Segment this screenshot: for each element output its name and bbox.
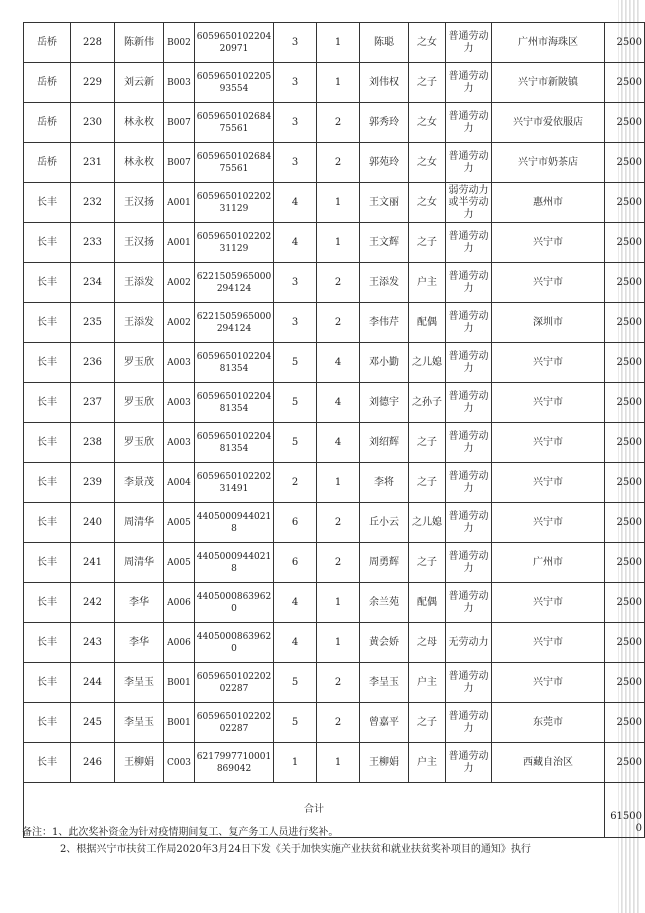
work-place-cell: 兴宁市 — [492, 263, 605, 303]
table-row — [24, 663, 645, 703]
householder-cell: 王汉扬 — [115, 183, 164, 223]
work-place-cell: 兴宁市爱依服店 — [492, 103, 605, 143]
householder-cell: 李呈玉 — [115, 703, 164, 743]
code-cell: A003 — [164, 383, 195, 423]
relation-cell: 之子 — [409, 543, 446, 583]
labor-type-cell: 普通劳动力 — [446, 263, 492, 303]
town-cell: 长丰 — [24, 503, 71, 543]
worker-count-cell: 4 — [317, 343, 360, 383]
member-cell: 余兰苑 — [360, 583, 409, 623]
householder-cell: 李华 — [115, 623, 164, 663]
labor-type-cell: 普通劳动力 — [446, 663, 492, 703]
work-place-cell: 兴宁市 — [492, 663, 605, 703]
account-cell: 605965010220481354 — [195, 343, 274, 383]
householder-cell: 林永枚 — [115, 143, 164, 183]
number-cell: 237 — [71, 383, 115, 423]
householder-cell: 王柳娟 — [115, 743, 164, 783]
town-cell: 长丰 — [24, 383, 71, 423]
amount-cell: 2500 — [605, 63, 645, 103]
family-size-cell: 5 — [274, 383, 317, 423]
labor-type-cell: 普通劳动力 — [446, 383, 492, 423]
labor-type-cell: 普通劳动力 — [446, 703, 492, 743]
account-cell: 605965010220593554 — [195, 63, 274, 103]
worker-count-cell: 1 — [317, 23, 360, 63]
table-row — [24, 103, 645, 143]
member-cell: 王文丽 — [360, 183, 409, 223]
account-cell: 6217997710001869042 — [195, 743, 274, 783]
relation-cell: 户主 — [409, 263, 446, 303]
number-cell: 242 — [71, 583, 115, 623]
town-cell: 长丰 — [24, 623, 71, 663]
number-cell: 246 — [71, 743, 115, 783]
family-size-cell: 4 — [274, 623, 317, 663]
relation-cell: 配偶 — [409, 303, 446, 343]
account-cell: 44050009440218 — [195, 503, 274, 543]
member-cell: 陈聪 — [360, 23, 409, 63]
number-cell: 241 — [71, 543, 115, 583]
account-cell: 605965010220231491 — [195, 463, 274, 503]
table-row — [24, 23, 645, 63]
member-cell: 李伟芹 — [360, 303, 409, 343]
work-place-cell: 深圳市 — [492, 303, 605, 343]
account-cell: 605965010220202287 — [195, 663, 274, 703]
householder-cell: 李华 — [115, 583, 164, 623]
town-cell: 长丰 — [24, 463, 71, 503]
code-cell: A004 — [164, 463, 195, 503]
worker-count-cell: 2 — [317, 263, 360, 303]
family-size-cell: 5 — [274, 703, 317, 743]
relation-cell: 之子 — [409, 63, 446, 103]
town-cell: 岳桥 — [24, 23, 71, 63]
account-cell: 44050009440218 — [195, 543, 274, 583]
member-cell: 王柳娟 — [360, 743, 409, 783]
amount-cell: 2500 — [605, 383, 645, 423]
account-cell: 605965010220231129 — [195, 223, 274, 263]
labor-type-cell: 无劳动力 — [446, 623, 492, 663]
relation-cell: 户主 — [409, 663, 446, 703]
table-row — [24, 583, 645, 623]
table-row — [24, 703, 645, 743]
amount-cell: 2500 — [605, 143, 645, 183]
account-cell: 605965010220202287 — [195, 703, 274, 743]
amount-cell: 2500 — [605, 183, 645, 223]
amount-cell: 2500 — [605, 663, 645, 703]
town-cell: 岳桥 — [24, 103, 71, 143]
householder-cell: 刘云新 — [115, 63, 164, 103]
family-size-cell: 5 — [274, 423, 317, 463]
family-size-cell: 4 — [274, 583, 317, 623]
note-line-1: 备注：1、此次奖补资金为针对疫情期间复工、复产务工人员进行奖补。 — [22, 827, 339, 838]
code-cell: A001 — [164, 223, 195, 263]
member-cell: 郭苑玲 — [360, 143, 409, 183]
account-cell: 605965010220481354 — [195, 383, 274, 423]
account-cell: 605965010220231129 — [195, 183, 274, 223]
member-cell: 周勇辉 — [360, 543, 409, 583]
account-cell: 605965010220420971 — [195, 23, 274, 63]
work-place-cell: 西藏自治区 — [492, 743, 605, 783]
member-cell: 刘德宇 — [360, 383, 409, 423]
member-cell: 曾嘉平 — [360, 703, 409, 743]
work-place-cell: 东莞市 — [492, 703, 605, 743]
relation-cell: 之女 — [409, 143, 446, 183]
note-line-2: 2、根据兴宁市扶贫工作局2020年3月24日下发《关于加快实施产业扶贫和就业扶贫奖补项目的通知》执行 — [60, 844, 531, 855]
labor-type-cell: 普通劳动力 — [446, 23, 492, 63]
amount-cell: 2500 — [605, 463, 645, 503]
table-row — [24, 383, 645, 423]
member-cell: 郭秀玲 — [360, 103, 409, 143]
town-cell: 长丰 — [24, 663, 71, 703]
amount-cell: 2500 — [605, 623, 645, 663]
town-cell: 长丰 — [24, 583, 71, 623]
number-cell: 236 — [71, 343, 115, 383]
worker-count-cell: 1 — [317, 743, 360, 783]
work-place-cell: 兴宁市 — [492, 463, 605, 503]
relation-cell: 之子 — [409, 703, 446, 743]
table-row — [24, 343, 645, 383]
householder-cell: 陈新伟 — [115, 23, 164, 63]
work-place-cell: 兴宁市 — [492, 623, 605, 663]
family-size-cell: 3 — [274, 63, 317, 103]
work-place-cell: 兴宁市 — [492, 383, 605, 423]
town-cell: 岳桥 — [24, 63, 71, 103]
work-place-cell: 广州市 — [492, 543, 605, 583]
table-row — [24, 143, 645, 183]
relation-cell: 之孙子 — [409, 383, 446, 423]
labor-type-cell: 普通劳动力 — [446, 223, 492, 263]
family-size-cell: 1 — [274, 743, 317, 783]
work-place-cell: 兴宁市 — [492, 343, 605, 383]
work-place-cell: 广州市海珠区 — [492, 23, 605, 63]
code-cell: B007 — [164, 103, 195, 143]
labor-type-cell: 普通劳动力 — [446, 503, 492, 543]
work-place-cell: 兴宁市新陂镇 — [492, 63, 605, 103]
relation-cell: 之女 — [409, 103, 446, 143]
table-row — [24, 263, 645, 303]
number-cell: 244 — [71, 663, 115, 703]
amount-cell: 2500 — [605, 423, 645, 463]
labor-type-cell: 普通劳动力 — [446, 543, 492, 583]
number-cell: 245 — [71, 703, 115, 743]
householder-cell: 王添发 — [115, 263, 164, 303]
family-size-cell: 3 — [274, 263, 317, 303]
code-cell: B001 — [164, 663, 195, 703]
number-cell: 233 — [71, 223, 115, 263]
member-cell: 丘小云 — [360, 503, 409, 543]
amount-cell: 2500 — [605, 223, 645, 263]
work-place-cell: 兴宁市奶茶店 — [492, 143, 605, 183]
table-row — [24, 303, 645, 343]
town-cell: 长丰 — [24, 703, 71, 743]
worker-count-cell: 1 — [317, 623, 360, 663]
member-cell: 刘伟权 — [360, 63, 409, 103]
householder-cell: 罗玉欣 — [115, 383, 164, 423]
town-cell: 长丰 — [24, 263, 71, 303]
table-row — [24, 543, 645, 583]
code-cell: A005 — [164, 543, 195, 583]
code-cell: A001 — [164, 183, 195, 223]
worker-count-cell: 1 — [317, 583, 360, 623]
amount-cell: 2500 — [605, 583, 645, 623]
work-place-cell: 兴宁市 — [492, 583, 605, 623]
table-row — [24, 743, 645, 783]
amount-cell: 2500 — [605, 263, 645, 303]
amount-cell: 2500 — [605, 343, 645, 383]
amount-cell: 2500 — [605, 103, 645, 143]
number-cell: 230 — [71, 103, 115, 143]
table-row — [24, 63, 645, 103]
worker-count-cell: 2 — [317, 503, 360, 543]
amount-cell: 2500 — [605, 703, 645, 743]
labor-type-cell: 普通劳动力 — [446, 143, 492, 183]
account-cell: 6221505965000294124 — [195, 303, 274, 343]
subsidy-table — [23, 22, 645, 838]
relation-cell: 之母 — [409, 623, 446, 663]
number-cell: 234 — [71, 263, 115, 303]
account-cell: 605965010220481354 — [195, 423, 274, 463]
labor-type-cell: 普通劳动力 — [446, 303, 492, 343]
number-cell: 240 — [71, 503, 115, 543]
member-cell: 李将 — [360, 463, 409, 503]
number-cell: 228 — [71, 23, 115, 63]
labor-type-cell: 普通劳动力 — [446, 463, 492, 503]
worker-count-cell: 2 — [317, 103, 360, 143]
labor-type-cell: 弱劳动力或半劳动力 — [446, 183, 492, 223]
family-size-cell: 4 — [274, 223, 317, 263]
relation-cell: 之子 — [409, 223, 446, 263]
code-cell: A006 — [164, 623, 195, 663]
table-row — [24, 423, 645, 463]
town-cell: 长丰 — [24, 423, 71, 463]
worker-count-cell: 2 — [317, 143, 360, 183]
number-cell: 239 — [71, 463, 115, 503]
householder-cell: 周清华 — [115, 503, 164, 543]
labor-type-cell: 普通劳动力 — [446, 423, 492, 463]
labor-type-cell: 普通劳动力 — [446, 103, 492, 143]
family-size-cell: 3 — [274, 303, 317, 343]
member-cell: 王添发 — [360, 263, 409, 303]
family-size-cell: 2 — [274, 463, 317, 503]
worker-count-cell: 1 — [317, 223, 360, 263]
worker-count-cell: 1 — [317, 463, 360, 503]
amount-cell: 2500 — [605, 303, 645, 343]
code-cell: A006 — [164, 583, 195, 623]
table-row — [24, 503, 645, 543]
account-cell: 605965010268475561 — [195, 103, 274, 143]
householder-cell: 李景茂 — [115, 463, 164, 503]
householder-cell: 王添发 — [115, 303, 164, 343]
town-cell: 长丰 — [24, 343, 71, 383]
relation-cell: 之儿媳 — [409, 343, 446, 383]
code-cell: B007 — [164, 143, 195, 183]
town-cell: 岳桥 — [24, 143, 71, 183]
number-cell: 243 — [71, 623, 115, 663]
amount-cell: 2500 — [605, 503, 645, 543]
work-place-cell: 惠州市 — [492, 183, 605, 223]
family-size-cell: 5 — [274, 663, 317, 703]
number-cell: 238 — [71, 423, 115, 463]
relation-cell: 之子 — [409, 423, 446, 463]
town-cell: 长丰 — [24, 183, 71, 223]
relation-cell: 之女 — [409, 183, 446, 223]
worker-count-cell: 2 — [317, 663, 360, 703]
account-cell: 44050008639620 — [195, 623, 274, 663]
householder-cell: 罗玉欣 — [115, 343, 164, 383]
relation-cell: 之儿媳 — [409, 503, 446, 543]
code-cell: C003 — [164, 743, 195, 783]
number-cell: 235 — [71, 303, 115, 343]
family-size-cell: 4 — [274, 183, 317, 223]
table-row — [24, 623, 645, 663]
code-cell: B002 — [164, 23, 195, 63]
number-cell: 229 — [71, 63, 115, 103]
householder-cell: 李呈玉 — [115, 663, 164, 703]
family-size-cell: 3 — [274, 23, 317, 63]
town-cell: 长丰 — [24, 543, 71, 583]
code-cell: B001 — [164, 703, 195, 743]
member-cell: 王文辉 — [360, 223, 409, 263]
table-row — [24, 463, 645, 503]
amount-cell: 2500 — [605, 23, 645, 63]
family-size-cell: 3 — [274, 143, 317, 183]
worker-count-cell: 2 — [317, 303, 360, 343]
householder-cell: 罗玉欣 — [115, 423, 164, 463]
relation-cell: 户主 — [409, 743, 446, 783]
member-cell: 邓小勤 — [360, 343, 409, 383]
family-size-cell: 6 — [274, 503, 317, 543]
amount-cell: 2500 — [605, 543, 645, 583]
worker-count-cell: 1 — [317, 63, 360, 103]
work-place-cell: 兴宁市 — [492, 503, 605, 543]
labor-type-cell: 普通劳动力 — [446, 583, 492, 623]
family-size-cell: 3 — [274, 103, 317, 143]
relation-cell: 配偶 — [409, 583, 446, 623]
table-row — [24, 223, 645, 263]
family-size-cell: 6 — [274, 543, 317, 583]
code-cell: A002 — [164, 303, 195, 343]
town-cell: 长丰 — [24, 303, 71, 343]
code-cell: A005 — [164, 503, 195, 543]
householder-cell: 林永枚 — [115, 103, 164, 143]
work-place-cell: 兴宁市 — [492, 223, 605, 263]
relation-cell: 之女 — [409, 23, 446, 63]
work-place-cell: 兴宁市 — [492, 423, 605, 463]
account-cell: 6221505965000294124 — [195, 263, 274, 303]
labor-type-cell: 普通劳动力 — [446, 63, 492, 103]
notes — [22, 824, 622, 858]
code-cell: B003 — [164, 63, 195, 103]
worker-count-cell: 4 — [317, 383, 360, 423]
householder-cell: 周清华 — [115, 543, 164, 583]
labor-type-cell: 普通劳动力 — [446, 743, 492, 783]
account-cell: 605965010268475561 — [195, 143, 274, 183]
amount-cell: 2500 — [605, 743, 645, 783]
total-label: 合计 — [24, 783, 605, 838]
table-row — [24, 183, 645, 223]
relation-cell: 之子 — [409, 463, 446, 503]
town-cell: 长丰 — [24, 743, 71, 783]
member-cell: 李呈玉 — [360, 663, 409, 703]
worker-count-cell: 2 — [317, 703, 360, 743]
town-cell: 长丰 — [24, 223, 71, 263]
worker-count-cell: 2 — [317, 543, 360, 583]
code-cell: A003 — [164, 343, 195, 383]
account-cell: 44050008639620 — [195, 583, 274, 623]
total-amount: 615000 — [605, 783, 645, 838]
code-cell: A002 — [164, 263, 195, 303]
number-cell: 232 — [71, 183, 115, 223]
number-cell: 231 — [71, 143, 115, 183]
worker-count-cell: 4 — [317, 423, 360, 463]
labor-type-cell: 普通劳动力 — [446, 343, 492, 383]
member-cell: 刘绍辉 — [360, 423, 409, 463]
code-cell: A003 — [164, 423, 195, 463]
member-cell: 黄会娇 — [360, 623, 409, 663]
worker-count-cell: 1 — [317, 183, 360, 223]
family-size-cell: 5 — [274, 343, 317, 383]
householder-cell: 王汉扬 — [115, 223, 164, 263]
